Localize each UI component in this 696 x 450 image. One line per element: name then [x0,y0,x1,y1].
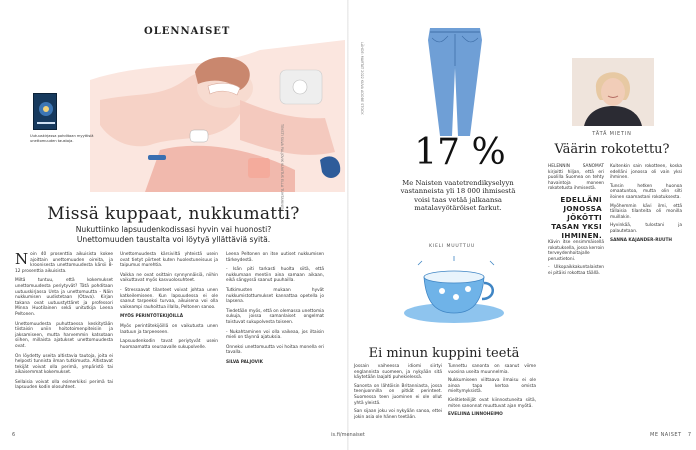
paragraph: Hyvinkää, tulostani ja palautetaan. [610,223,682,234]
paragraph: Miltä tuntuu, että kokemukset unettomuudesta periytyvät? Tätä pohditaan uutuuskirjassa Unta ja unettomuutta - Näin nukkumisen uudistetaan (Otava). Kirjan takana ovat uutuustyttäret ja professori Minna Huotilainen sekä unitutkija Leena Peltonen. [15,278,113,317]
jeans-illustration [422,28,488,136]
paragraph: Tiedetään myös, että on olemassa unettomia sukuja, joissa samanlaiset ongelmat toistuvat sukupolvesta toiseen. [226,308,324,325]
paragraph: San sijaan joku voi nykyään sanoa, ettei jokin asia ole hänen teetään. [354,409,442,420]
article-column-1 [15,252,113,395]
paragraph: Nukkumiseen viittaava ilmaisu ei ole ainoa tapa kertoa omista mieltymyksistä. [448,378,536,395]
paragraph: Tunnettu sanonta on saanut viime vuosina useita muunnelmia. [448,364,536,375]
author-portrait [572,58,654,126]
paragraph: Unettomuudesta kärsiviltä yhteistä usein ovat tietyt piirteet kuten huolestuneisuus ja taipumus murehtia. [120,252,218,269]
paragraph: On löydetty useita altistavia tautoja, joita ei helposti tunnista ilman tutkimusta. Altistavat tekijät voivat olla perimä, ympäristö tai aikaisemmat kokemukset. [15,353,113,376]
essay-column-1 [354,364,442,423]
section-title: OLENNAISET [144,26,231,37]
column-text-2 [610,164,682,246]
paragraph: - Stressaavat tilanteet voivat johtaa unen katkeilemiseen. Kun lapsuudessa ei ole saanut tarpeeksi turvaa, aikuisena voi olla vaikeampi rauhoittua illalla, Peltonen sanoo. [120,287,218,310]
vertical-credit: TEKSTI SILVA PALJOVIK KUVITUS ELLA TUHTAMINEN [280,124,284,211]
article-column-2 [120,252,218,354]
paragraph: Myös perintötekijöillä on vaikutusta unen laatuun ja tarpeeseen. [120,323,218,335]
author-signature: SILVA PALJOVIK [226,359,263,365]
book-caption: Uutuuskirjassa pohditaan myyttisiä unettomuuden taustoja. [30,134,94,143]
paragraph: Jossain vaiheessa idiomi siirtyi englannista suomeen, ja nykyään sitä käytetään laajalti puhekielessä. [354,364,442,381]
article-headline: Missä kuppaat, nukkumatti? [47,204,300,224]
column-title: Väärin rokotettu? [554,142,670,157]
author-signature: EVELIINA LINNOHEIMO [448,412,503,418]
paragraph: Leena Peltonen on itse uutiset nukkumisen tärkeydestä. [226,252,324,263]
teacup-illustration [398,255,510,335]
column-label: TÄTÄ MIETIN [592,131,632,137]
kieli-label: KIELI MUUTTUU [429,244,475,249]
paragraph: Vaikka ne ovat osittain synnynnäisiä, niihin vaikuttavat myös kasvuolosuhteet. [120,272,218,284]
vertical-source: LÄHDE: MARTAT 2022 KUVA ADOBE STOCK [360,42,364,115]
paragraph: Noin 40 prosenttia aikuisista kokee ajoittain unettomuuden oireita, ja kroonisesta unettomuudesta kärsii 8-12 prosenttia aikuisista. [15,250,113,274]
author-signature: SANNA KAJANDER-RUUTH [610,237,673,243]
page-number-left: 6 [12,432,16,438]
footer-site: is.fi/menaiset [331,432,365,438]
statistic-text: Me Naisten vaatetrendikyselyyn vastanneista yli 18 000 ihmisestä voisi taas vetää jalkaansa matalavyötäröiset farkut. [400,179,516,213]
paragraph: Kävin itse ensimmäisellä rokotuksella, jossa kerroin terveydenhoitajalle perustietoni. [548,240,604,262]
paragraph: Kuitenkin sain rokotteen, koska edelläni jonossa oli vain yksi ihminen. [610,164,682,181]
book-cover [33,93,57,130]
page-gutter [347,0,349,450]
deck-line-1: Nukuttiinko lapsuudenkodissasi hyvin vai huonosti? [75,225,272,234]
deck-line-2: Unettomuuden taustalta voi löytyä yllättäviä syitä. [76,235,271,244]
paragraph: Tunsin hetken huonoa omaatuntoa, mutta olin silti iloinen saamastani rokotuksesta. [610,183,682,200]
paragraph: Sellaisia voivat olla esimerkiksi perimä tai lapsuuden kodin olosuhteet. [15,379,113,391]
paragraph: Tutkimusten mukaan hyvät nukkumistottumukset kannattaa opetella jo lapsena. [226,287,324,305]
paragraph: Onneksi unettomuutta voi hoitaa monella eri tavalla. [226,344,324,356]
page-number-right: 7 [687,432,692,438]
paragraph: Kielitieteilijät ovat kiinnostuneita siitä, miten sanonnat muuttuvat ajan myötä. [448,397,536,409]
paragraph: Unettomuudesta puhuttaessa keskitytään tiistaisin uniin hoitotoimenpiteisiin ja jaksamiseen, mutta harvemmin katsotaan siihen, millaista ajatukset unettomuudesta ovat. [15,321,113,349]
column-text-1 [548,164,604,195]
subheading: MYÖS PERINTÖTEKIJÖILLÄ [120,314,184,320]
paragraph: HELENNIN SANOMAT kirjoitti hiljan, että eri puolilla Suomea on tehty havaintoja moneen rokotetusta ihmisestä. [548,164,604,192]
pull-quote: EDELLÄNI JONOSSA JÖKÖTTI TASAN YKSI IHMINEN. [551,195,602,240]
paragraph: Sanonta on lähtöisin Britanniasta, jossa teenjuonnilla on pitkät perinteet. Suomessa teen juominen ei ole ollut yhtä yleistä. [354,383,442,406]
paragraph: - Ulkopaikkakuntalaisten ei pitäisi rokottaa täällä. [548,265,604,276]
essay-column-2 [448,364,536,421]
paragraph: Lapsuudenkodin tavat periytyvät usein huomaamatta seuraavalle sukupolvelle. [120,339,218,350]
drop-cap: N [15,250,29,268]
sleeping-woman-illustration [90,40,345,192]
statistic-number: 17 % [414,132,506,173]
paragraph: - Isän piti tarkasti huolta siitä, että nukkumaan mentiin aina samaan aikaan, eikä sängyssä saanut puuhailla. [226,267,324,284]
paragraph: - Nukahtaminen voi olla vaikeaa, jos iltaisin mieli on täynnä ajatuksia. [226,329,324,341]
footer-magazine: ME NAISET 7 [650,432,692,438]
article-deck [30,225,317,245]
article-column-3 [226,252,324,370]
essay-title: Ei minun kuppini teetä [368,346,520,361]
column-text-1b [548,240,604,280]
paragraph: Myöhemmin kävi ilmi, että tällaisia tilanteita oli monilla muillakin. [610,203,682,220]
